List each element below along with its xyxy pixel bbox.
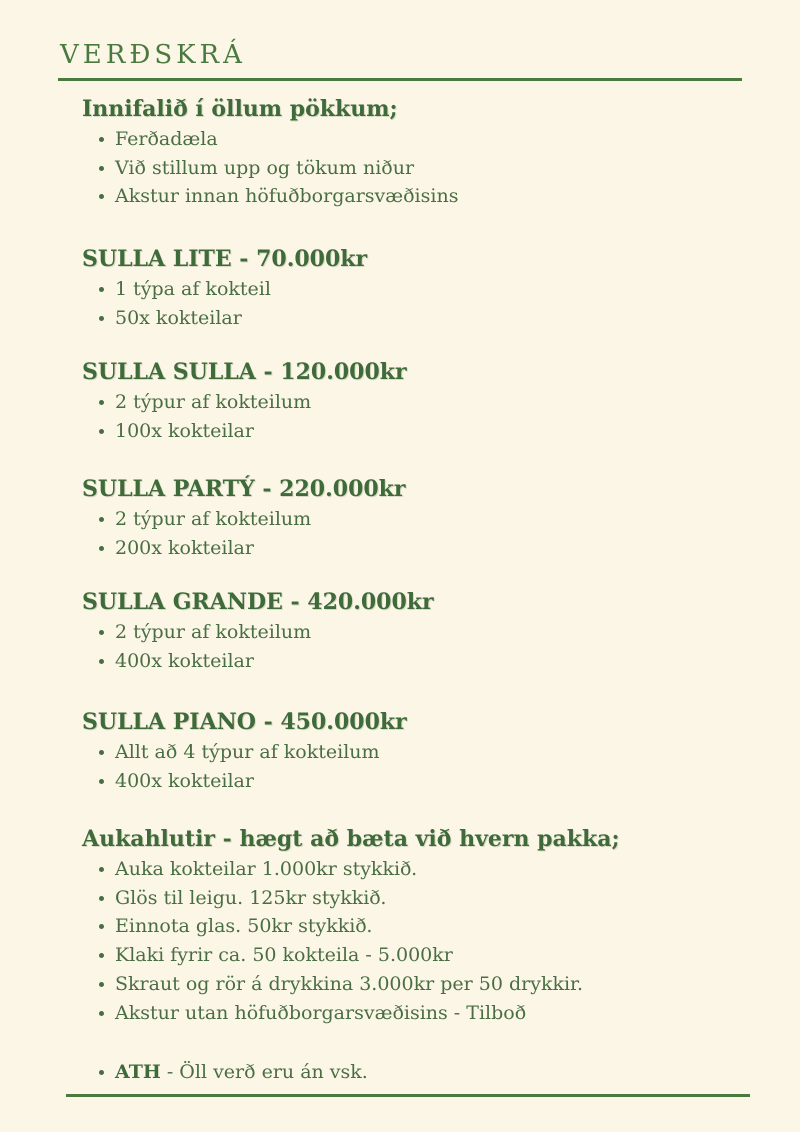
bullet-icon <box>99 166 104 171</box>
bullet-icon <box>99 194 104 199</box>
extras-heading: Aukahlutir - hægt að bæta við hvern pakka; <box>82 826 620 852</box>
bullet-icon <box>99 1011 104 1016</box>
list-item: Auka kokteilar 1.000kr stykkið. <box>82 855 620 884</box>
top-divider <box>58 78 742 81</box>
bullet-icon <box>99 953 104 958</box>
list-item: Allt að 4 týpur af kokteilum <box>82 738 407 767</box>
bullet-icon <box>99 137 104 142</box>
package-sulla <box>82 359 407 445</box>
list-item: 2 týpur af kokteilum <box>82 505 406 534</box>
list-item: 2 týpur af kokteilum <box>82 388 407 417</box>
package-heading: SULLA PARTÝ - 220.000kr <box>82 476 406 502</box>
list-item: 400x kokteilar <box>82 647 434 676</box>
bullet-icon <box>99 546 104 551</box>
included-list <box>82 125 458 211</box>
package-grande <box>82 589 434 675</box>
list-item: Klaki fyrir ca. 50 kokteila - 5.000kr <box>82 941 620 970</box>
list-item: 200x kokteilar <box>82 534 406 563</box>
extras-section <box>82 826 620 1027</box>
bottom-divider <box>66 1094 750 1097</box>
bullet-icon <box>99 779 104 784</box>
bullet-icon <box>99 400 104 405</box>
bullet-icon <box>99 867 104 872</box>
package-heading: SULLA PIANO - 450.000kr <box>82 709 407 735</box>
note-text: - Öll verð eru án vsk. <box>160 1061 368 1083</box>
list-item: Einnota glas. 50kr stykkið. <box>82 912 620 941</box>
list-item: Akstur utan höfuðborgarsvæðisins - Tilboð <box>82 999 620 1028</box>
package-party <box>82 476 406 562</box>
note-label: ATH <box>115 1061 161 1083</box>
list-item: 1 týpa af kokteil <box>82 275 367 304</box>
bullet-icon <box>99 517 104 522</box>
bullet-icon <box>99 316 104 321</box>
list-item: Skraut og rör á drykkina 3.000kr per 50 drykkir. <box>82 970 620 999</box>
list-item: Við stillum upp og tökum niður <box>82 154 458 183</box>
package-items <box>82 738 407 795</box>
bullet-icon <box>99 659 104 664</box>
package-items <box>82 388 407 445</box>
list-item: 2 týpur af kokteilum <box>82 618 434 647</box>
bullet-icon <box>99 630 104 635</box>
bullet-icon <box>99 1070 104 1075</box>
list-item <box>82 1058 682 1087</box>
list-item: Ferðadæla <box>82 125 458 154</box>
list-item: 50x kokteilar <box>82 304 367 333</box>
included-section <box>82 96 458 211</box>
bullet-icon <box>99 982 104 987</box>
package-items <box>82 505 406 562</box>
package-piano <box>82 709 407 795</box>
package-items <box>82 618 434 675</box>
page-title: VERÐSKRÁ <box>60 40 246 70</box>
package-lite <box>82 246 367 332</box>
bullet-icon <box>99 429 104 434</box>
list-item: Akstur innan höfuðborgarsvæðisins <box>82 182 458 211</box>
package-heading: SULLA LITE - 70.000kr <box>82 246 368 272</box>
bullet-icon <box>99 896 104 901</box>
package-items <box>82 275 367 332</box>
bullet-icon <box>99 750 104 755</box>
extras-list <box>82 855 620 1027</box>
bullet-icon <box>99 924 104 929</box>
package-heading: SULLA SULLA - 120.000kr <box>82 359 407 385</box>
bullet-icon <box>99 287 104 292</box>
package-heading: SULLA GRANDE - 420.000kr <box>82 589 434 615</box>
list-item: Glös til leigu. 125kr stykkið. <box>82 884 620 913</box>
vat-note <box>82 1058 682 1087</box>
included-heading: Innifalið í öllum pökkum; <box>82 96 398 122</box>
list-item: 400x kokteilar <box>82 767 407 796</box>
list-item: 100x kokteilar <box>82 417 407 446</box>
